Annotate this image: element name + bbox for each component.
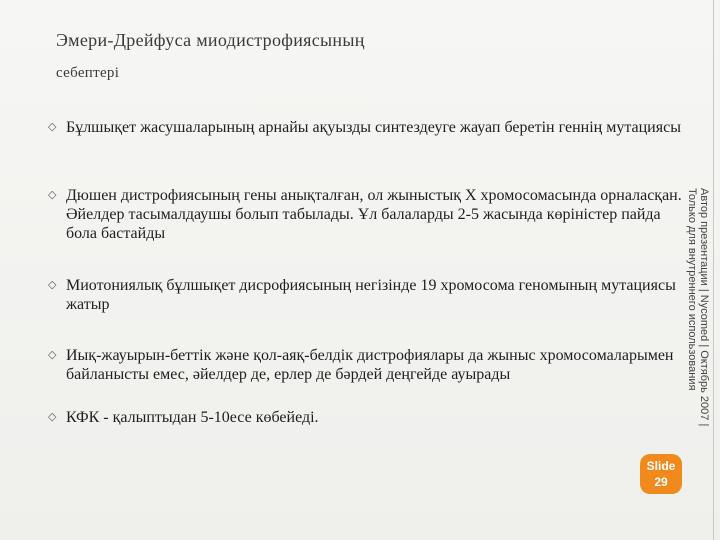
- slide-title-line-2: себептері: [56, 65, 120, 81]
- bullet-text: Бұлшықет жасушаларының арнайы ақуызды синтездеуге жауап беретін геннің мутациясы: [66, 119, 681, 136]
- bullet-text: КФК - қалыптыдан 5-10есе көбейеді.: [66, 409, 319, 426]
- diamond-bullet-icon: ◇: [48, 121, 57, 133]
- diamond-bullet-icon: ◇: [48, 411, 57, 423]
- bullet-item: [48, 276, 688, 314]
- bullet-text: Миотониялық бұлшықет дисрофиясының негізінде 19 хромосома геномының мутациясы жатыр: [66, 277, 676, 313]
- presentation-footer-note: Автор презентации | Nycomed | Октябрь 2007 | Только для внутреннего использования: [686, 188, 710, 427]
- diamond-bullet-icon: ◇: [48, 279, 57, 291]
- diamond-bullet-icon: ◇: [48, 189, 57, 201]
- slide-number-badge: [640, 454, 682, 494]
- slide-title-line-1: Эмери-Дрейфуса миодистрофиясының: [56, 30, 365, 50]
- bullet-text: Иық-жауырын-беттік және қол-аяқ-белдік дистрофиялары да жыныс хромосомаларымен байланысты емес, әйелдер де, ерлер де бәрдей деңгейде ауырады: [66, 347, 674, 383]
- slide-badge-number: 29: [654, 475, 668, 489]
- slide-edge-divider: [713, 0, 714, 540]
- bullet-text: Дюшен дистрофиясының гены анықталған, ол жыныстық Х хромосомасында орналасқан. Әйелдер тасымалдаушы болып табылады. Ұл балаларды 2-5 жасында көріністер пайда бола бастайды: [66, 187, 682, 242]
- slide-title: [56, 22, 656, 86]
- diamond-bullet-icon: ◇: [48, 349, 57, 361]
- slide-badge-label: Slide: [646, 459, 676, 473]
- bullet-item: [48, 186, 688, 243]
- bullet-item: [48, 346, 688, 384]
- bullet-item: [48, 118, 681, 137]
- bullet-item: [48, 408, 319, 427]
